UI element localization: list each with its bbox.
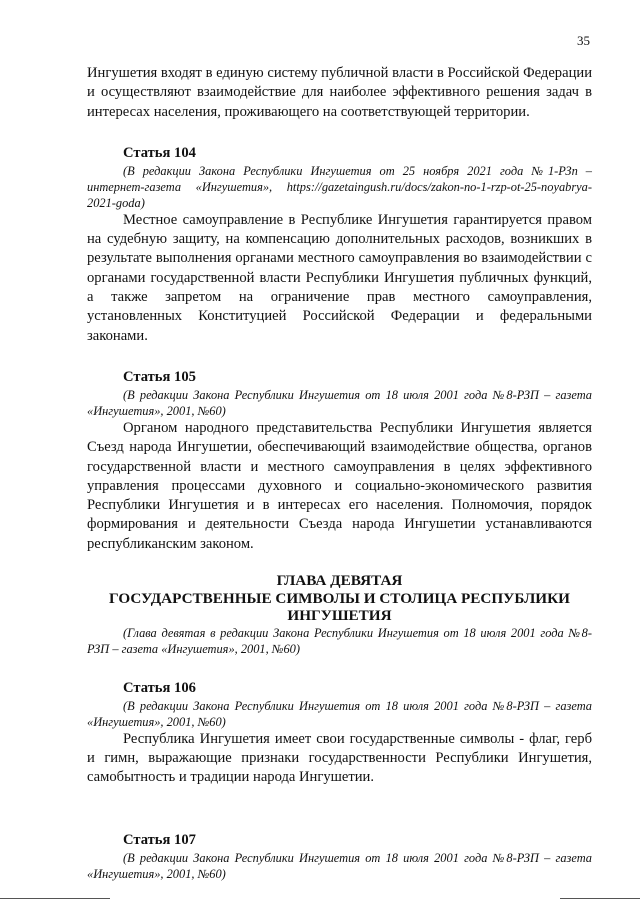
article-title: Статья 104 <box>123 144 196 161</box>
article-edition-note: (В редакции Закона Республики Ингушетия от 18 июля 2001 года №8-РЗП – газета «Ингушетия», 2001, №60) <box>87 698 592 729</box>
article-edition-note: (В редакции Закона Республики Ингушетия от 18 июля 2001 года №8-РЗП – газета «Ингушетия», 2001, №60) <box>87 387 592 418</box>
document-body <box>87 64 592 882</box>
chapter-title-line-2: ИНГУШЕТИЯ <box>287 607 392 625</box>
article-title: Статья 105 <box>123 368 196 385</box>
article-text: Местное самоуправление в Республике Ингушетия гарантируется правом на судебную защиту, на компенсацию дополнительных расходов, возникших в результате выполнения органами местного самоуправления во взаимодействии с органами государственной власти Республики Ингушетия публичных функций, а также запретом на ограничение прав местного самоуправления, установленных Конституцией Российской Федерации и федеральными законами. <box>87 211 592 344</box>
scan-edge-line <box>0 898 110 899</box>
scan-edge-line <box>560 898 640 899</box>
article-edition-note: (В редакции Закона Республики Ингушетия от 25 ноября 2021 года №1-РЗп – интернет-газета «Ингушетия», https://gazetaingush.ru/docs/zakon-no-1-rzp-ot-25-noyabrya-2021-goda) <box>87 163 592 210</box>
article-text: Органом народного представительства Республики Ингушетия является Съезд народа Ингушетии, обеспечивающий взаимодействие общества, органов государственной власти и местного самоуправления в целях эффективного управления процессами духовного и социально-экономического развития Республики Ингушетия и в интересах его населения. Полномочия, порядок формирования и деятельности Съезда народа Ингушетии устанавливаются республиканским законом. <box>87 419 592 552</box>
article-title: Статья 107 <box>123 832 196 849</box>
chapter-title-line-1: ГОСУДАРСТВЕННЫЕ СИМВОЛЫ И СТОЛИЦА РЕСПУБЛИКИ <box>109 589 570 607</box>
article-title: Статья 106 <box>123 679 196 696</box>
article-106 <box>87 679 592 788</box>
page-number: 35 <box>577 33 590 48</box>
chapter-nine <box>87 572 592 657</box>
article-104 <box>87 144 592 346</box>
chapter-number: ГЛАВА ДЕВЯТАЯ <box>276 572 403 590</box>
intro-paragraph: Ингушетия входят в единую систему публичной власти в Российской Федерации и осуществляют взаимодействие для наиболее эффективного решения задач в интересах населения, проживающего на соответствующей территории. <box>87 65 592 120</box>
article-edition-note: (В редакции Закона Республики Ингушетия от 18 июля 2001 года №8-РЗП – газета «Ингушетия», 2001, №60) <box>87 851 592 882</box>
article-107 <box>87 831 592 882</box>
article-text: Республика Ингушетия имеет свои государственные символы - флаг, герб и гимн, выражающие признаки государственности Республики Ингушетия, самобытность и традиции народа Ингушетии. <box>87 730 592 786</box>
chapter-edition-note: (Глава девятая в редакции Закона Республики Ингушетия от 18 июля 2001 года №8-РЗП – газета «Ингушетия», 2001, №60) <box>87 625 592 656</box>
article-105 <box>87 368 592 554</box>
